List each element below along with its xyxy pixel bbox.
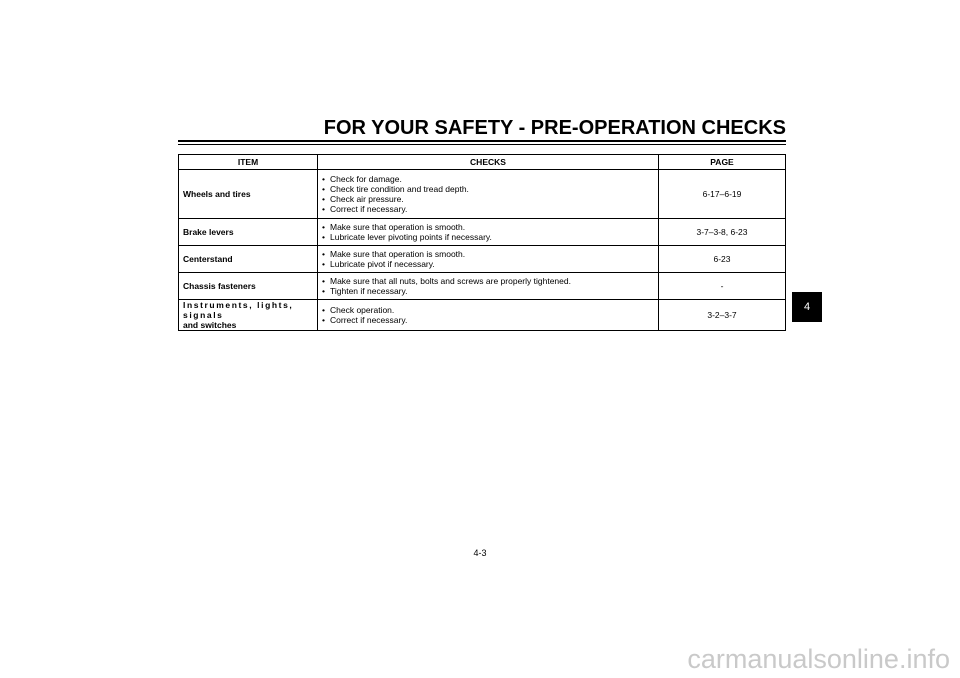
- page-cell: 6-17–6-19: [659, 170, 786, 219]
- check-line: • Lubricate pivot if necessary.: [322, 259, 435, 269]
- page-cell: -: [659, 273, 786, 300]
- checks-cell: [318, 300, 659, 331]
- bullet-icon: •: [322, 232, 325, 242]
- check-line: • Correct if necessary.: [322, 315, 408, 325]
- bullet-icon: •: [322, 305, 325, 315]
- table-row: [179, 246, 786, 273]
- bullet-icon: •: [322, 222, 325, 232]
- check-line: • Tighten if necessary.: [322, 286, 408, 296]
- column-header-checks: CHECKS: [318, 155, 659, 170]
- check-line: • Check air pressure.: [322, 194, 404, 204]
- bullet-icon: •: [322, 194, 325, 204]
- checks-cell: [318, 273, 659, 300]
- chapter-tab: 4: [792, 292, 822, 322]
- bullet-icon: •: [322, 259, 325, 269]
- bullet-icon: •: [322, 174, 325, 184]
- checks-cell: [318, 246, 659, 273]
- table-row: [179, 170, 786, 219]
- check-line: • Correct if necessary.: [322, 204, 408, 214]
- page-cell: 3-2–3-7: [659, 300, 786, 331]
- table-row: [179, 300, 786, 331]
- pre-operation-checks-table: [178, 154, 786, 331]
- bullet-icon: •: [322, 286, 325, 296]
- checks-cell: [318, 170, 659, 219]
- page-cell: 6-23: [659, 246, 786, 273]
- checks-cell: [318, 219, 659, 246]
- page-cell: 3-7–3-8, 6-23: [659, 219, 786, 246]
- table-row: [179, 219, 786, 246]
- item-cell: Wheels and tires: [179, 170, 318, 219]
- item-cell: Centerstand: [179, 246, 318, 273]
- page-title: FOR YOUR SAFETY - PRE-OPERATION CHECKS: [323, 117, 786, 139]
- column-header-page: PAGE: [659, 155, 786, 170]
- bullet-icon: •: [322, 315, 325, 325]
- check-line: • Check for damage.: [322, 174, 402, 184]
- item-line: and switches: [183, 320, 237, 330]
- check-line: • Check operation.: [322, 305, 395, 315]
- table-header-row: [179, 155, 786, 170]
- item-line: Instruments, lights, signals: [183, 300, 294, 320]
- page-number: 4-3: [473, 548, 487, 558]
- bullet-icon: •: [322, 249, 325, 259]
- bullet-icon: •: [322, 204, 325, 214]
- bullet-icon: •: [322, 276, 325, 286]
- watermark-text: carmanualsonline.info: [687, 644, 950, 674]
- title-rule-thick: [178, 140, 786, 142]
- check-line: • Make sure that operation is smooth.: [322, 222, 466, 232]
- check-line: • Check tire condition and tread depth.: [322, 184, 469, 194]
- item-cell: Chassis fasteners: [179, 273, 318, 300]
- check-line: • Make sure that operation is smooth.: [322, 249, 466, 259]
- column-header-item: ITEM: [179, 155, 318, 170]
- check-line: • Lubricate lever pivoting points if necessary.: [322, 232, 492, 242]
- item-cell: [179, 300, 318, 331]
- item-cell: Brake levers: [179, 219, 318, 246]
- bullet-icon: •: [322, 184, 325, 194]
- title-rule-thin: [178, 144, 786, 145]
- check-line: • Make sure that all nuts, bolts and screws are properly tightened.: [322, 276, 571, 286]
- table-row: [179, 273, 786, 300]
